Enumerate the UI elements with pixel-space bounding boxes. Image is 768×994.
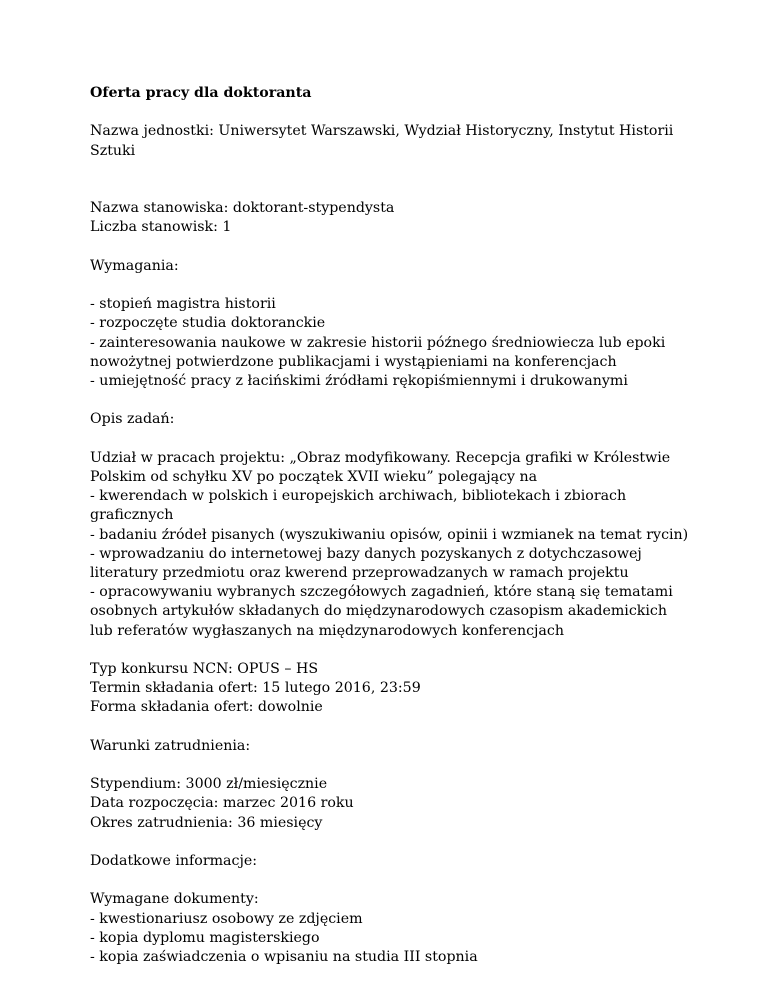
requirements-list [90,295,690,391]
employment-block [90,775,690,833]
employment-start: Data rozpoczęcia: marzec 2016 roku [90,795,354,812]
documents-line: - kopia zaświadczenia o wpisaniu na studia III stopnia [90,948,478,965]
tasks-line: - badaniu źródeł pisanych (wyszukiwaniu opisów, opinii i wzmianek na temat rycin) [90,526,689,543]
unit-line: Sztuki [90,142,136,159]
requirements-heading-block [90,257,690,276]
competition-deadline: Termin składania ofert: 15 lutego 2016, 23:59 [90,680,421,697]
requirements-line: - stopień magistra historii [90,296,276,313]
tasks-line: Udział w pracach projektu: „Obraz modyfikowany. Recepcja grafiki w Królestwie [90,449,671,466]
additional-heading: Dodatkowe informacje: [90,852,258,869]
tasks-list [90,449,690,641]
documents-line: - kopia dyplomu magisterskiego [90,929,320,946]
documents-block [90,890,690,967]
tasks-line: lub referatów wygłaszanych na międzynarodowych konferencjach [90,622,564,639]
unit-block [90,122,690,160]
requirements-heading: Wymagania: [90,257,179,274]
tasks-line: - opracowywaniu wybranych szczegółowych zagadnień, które staną się tematami [90,584,673,601]
employment-heading-block [90,737,690,756]
requirements-line: - umiejętność pracy z łacińskimi źródłami rękopiśmiennymi i drukowanymi [90,372,628,389]
tasks-line: osobnych artykułów składanych do międzynarodowych czasopism akademickich [90,603,667,620]
unit-line: Nazwa jednostki: Uniwersytet Warszawski, Wydział Historyczny, Instytut Historii [90,123,674,140]
documents-heading: Wymagane dokumenty: [90,891,259,908]
requirements-line: nowożytnej potwierdzone publikacjami i wystąpieniami na konferencjach [90,353,617,370]
tasks-line: graficznych [90,507,174,524]
competition-block [90,660,690,718]
employment-period: Okres zatrudnienia: 36 miesięcy [90,814,323,831]
tasks-line: - wprowadzaniu do internetowej bazy danych pozyskanych z dotychczasowej [90,545,642,562]
competition-form: Forma składania ofert: dowolnie [90,699,323,716]
requirements-line: - rozpoczęte studia doktoranckie [90,315,326,332]
position-count: Liczba stanowisk: 1 [90,219,232,236]
document-title: Oferta pracy dla doktoranta [90,85,312,101]
document-page [90,84,690,967]
requirements-line: - zainteresowania naukowe w zakresie historii późnego średniowiecza lub epoki [90,334,666,351]
position-name: Nazwa stanowiska: doktorant-stypendysta [90,200,395,217]
employment-stipend: Stypendium: 3000 zł/miesięcznie [90,776,328,793]
tasks-line: literatury przedmiotu oraz kwerend przeprowadzanych w ramach projektu [90,564,629,581]
competition-type: Typ konkursu NCN: OPUS – HS [90,660,319,677]
tasks-line: Polskim od schyłku XV po początek XVII wieku” polegający na [90,468,538,485]
employment-heading: Warunki zatrudnienia: [90,737,251,754]
documents-line: - kwestionariusz osobowy ze zdjęciem [90,910,363,927]
tasks-line: - kwerendach w polskich i europejskich archiwach, bibliotekach i zbiorach [90,488,627,505]
position-block [90,199,690,237]
additional-heading-block [90,852,690,871]
tasks-heading-block [90,410,690,429]
tasks-heading: Opis zadań: [90,411,175,428]
document-title-block [90,84,690,103]
